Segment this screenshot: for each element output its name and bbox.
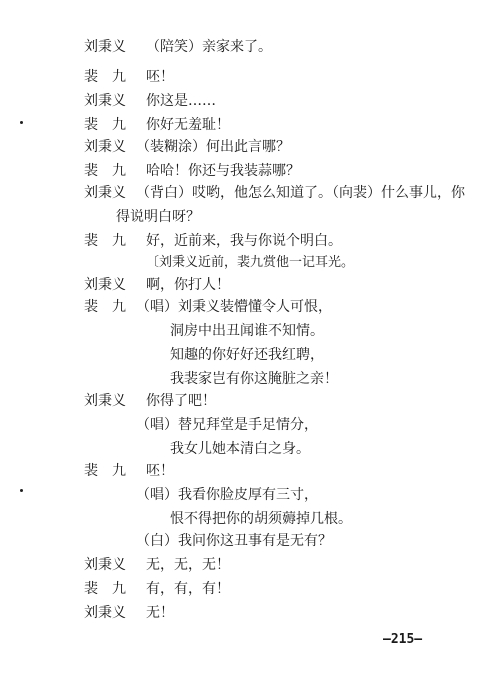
line-text: （背白）哎哟，他怎么知道了。（向裴）什么事儿，你 [136, 185, 465, 201]
line-text: 呸！ [146, 69, 174, 85]
line-text: （唱）替兄拜堂是手足情分， [136, 417, 318, 433]
line-text: 我裴家岂有你这腌脏之亲！ [170, 371, 338, 387]
line-text: 你得了吧！ [146, 393, 216, 409]
line-text: 我女儿她本清白之身。 [170, 441, 310, 457]
speaker-name: 裴 九 [84, 69, 126, 85]
speaker-name: 刘秉义 [84, 139, 126, 155]
line-text: 你好无羞耻！ [146, 117, 230, 133]
line-text: （唱）刘秉义装懵懂令人可恨， [136, 299, 332, 315]
line-text: （白）我问你这丑事有是无有？ [136, 533, 332, 549]
line-text: 有，有，有！ [146, 581, 230, 597]
speaker-name: 裴 九 [84, 163, 126, 179]
speaker-name: 裴 九 [84, 463, 126, 479]
line-text: （唱）我看你脸皮厚有三寸， [136, 487, 318, 503]
speaker-name: 刘秉义 [84, 39, 126, 55]
speaker-name: 刘秉义 [84, 93, 126, 109]
line-text: 你这是…… [146, 93, 216, 109]
line-text: 恨不得把你的胡须薅掉几根。 [170, 511, 352, 527]
line-text: （陪笑）亲家来了。 [146, 39, 272, 55]
speaker-name: 裴 九 [84, 581, 126, 597]
scan-speck [20, 489, 23, 492]
speaker-name: 裴 九 [84, 299, 126, 315]
line-text: 知趣的你好好还我红聘， [170, 347, 324, 363]
speaker-name: 裴 九 [84, 117, 126, 133]
line-text: （装糊涂）何出此言哪？ [136, 139, 290, 155]
line-text: 好，近前来，我与你说个明白。 [146, 233, 342, 249]
speaker-name: 刘秉义 [84, 277, 126, 293]
speaker-name: 裴 九 [84, 233, 126, 249]
line-text: 洞房中出丑闻谁不知情。 [170, 323, 324, 339]
line-text: 哈哈！你还与我装蒜哪？ [146, 163, 300, 179]
line-text: 〔刘秉义近前，裴九赏他一记耳光。 [146, 255, 355, 270]
line-text: 无！ [146, 605, 174, 621]
line-text: 啊，你打人！ [146, 277, 230, 293]
speaker-name: 刘秉义 [84, 185, 126, 201]
speaker-name: 刘秉义 [84, 557, 126, 573]
scan-speck [20, 121, 23, 124]
speaker-name: 刘秉义 [84, 605, 126, 621]
line-text: 得说明白呀？ [116, 209, 200, 225]
line-text: 呸！ [146, 463, 174, 479]
page-number: —215— [383, 632, 423, 647]
speaker-name: 刘秉义 [84, 393, 126, 409]
line-text: 无，无，无！ [146, 557, 230, 573]
